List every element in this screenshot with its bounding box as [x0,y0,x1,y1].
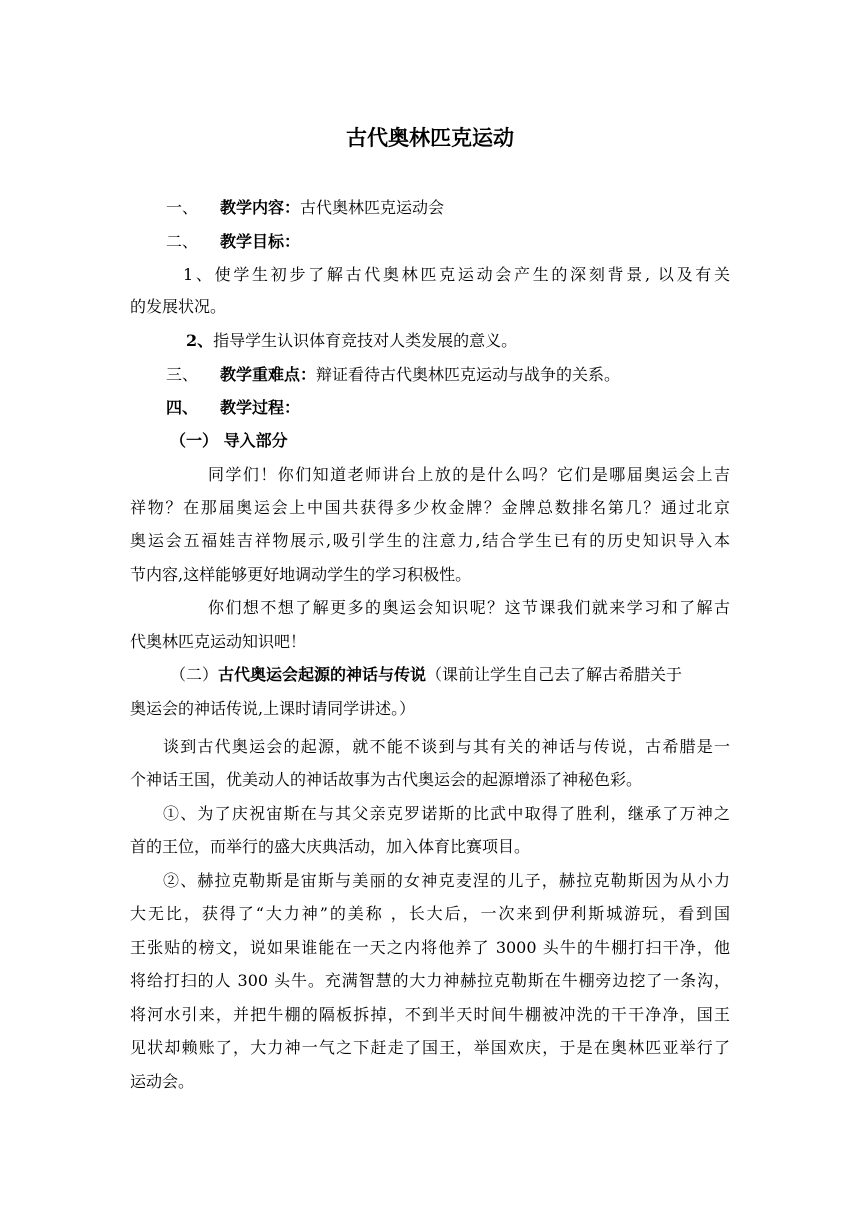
section-label: 教学重难点： [220,365,317,384]
section-number: 一、 [166,198,199,217]
subsection-label: 导入部分 [223,431,288,450]
myth-2-line: 将河水引来，并把牛棚的隔板拆掉，不到半天时间牛棚被冲洗的干干净净，国王 [130,1005,730,1024]
subsection-number: （一） [170,431,219,450]
myth-2-line: 王张贴的榜文，说如果谁能在一天之内将他养了 3000 头牛的牛棚打扫干净，他 [130,938,730,957]
subsection-heading [170,431,288,451]
goal-text: 指导学生认识体育竞技对人类发展的意义。 [213,331,518,350]
myth-intro-line: 个神话王国，优美动人的神话故事为古代奥运会的起源增添了神秘色彩。 [130,770,643,789]
section-text: 古代奥林匹克运动会 [300,198,445,217]
intro-line: 节内容,这样能够更好地调动学生的学习积极性。 [130,565,472,584]
intro-line: 奥运会五福娃吉祥物展示,吸引学生的注意力,结合学生已有的历史知识导入本 [130,531,730,550]
section-text: 辩证看待古代奥林匹克运动与战争的关系。 [316,365,621,384]
subsection-heading [170,665,682,685]
page-title: 古代奥林匹克运动 [346,125,514,150]
section-label: 教学内容： [220,198,301,217]
myth-2-line: 见状却赖账了，大力神一气之下赶走了国王，举国欢庆，于是在奥林匹亚举行了 [130,1038,730,1057]
section-number: 三、 [166,365,199,384]
myth-2-line: 大无比，获得了“大力神”的美称 ，长大后，一次来到伊利斯城游玩，看到国 [130,904,730,923]
section-key-points [220,365,620,385]
subsection-note: （课前让学生自己去了解古希腊关于 [426,665,683,684]
intro-line: 祥物？在那届奥运会上中国共获得多少枚金牌？金牌总数排名第几？通过北京 [130,498,730,517]
myth-2-line: ②、赫拉克勒斯是宙斯与美丽的女神克麦涅的儿子，赫拉克勒斯因为从小力 [163,871,730,890]
myth-1-line: ①、为了庆祝宙斯在与其父亲克罗诺斯的比武中取得了胜利，继承了万神之 [163,804,730,823]
subsection-number: （二） [170,665,219,684]
myth-2-line: 将给打扫的人 300 头牛。充满智慧的大力神赫拉克勒斯在牛棚旁边挖了一条沟， [130,971,730,990]
myth-1-line: 首的王位，而举行的盛大庆典活动，加入体育比赛项目。 [130,837,531,856]
intro2-line: 代奥林匹克运动知识吧！ [130,632,307,651]
section-label: 教学过程： [220,398,301,417]
goal-2 [186,331,517,351]
section-number: 四、 [166,398,199,417]
section-teaching-content [220,198,444,218]
section-label: 教学目标： [220,232,301,251]
myth-intro-line: 谈到古代奥运会的起源，就不能不谈到与其有关的神话与传说，古希腊是一 [163,737,730,756]
goal-1-line: 1、使学生初步了解古代奥林匹克运动会产生的深刻背景, 以及有关 [183,265,730,284]
subsection-label: 古代奥运会起源的神话与传说 [218,665,427,684]
goal-1-line: 的发展状况。 [130,297,227,316]
goal-number: 2、 [186,331,214,350]
myth-2-line: 运动会。 [130,1072,195,1091]
section-number: 二、 [166,232,199,251]
subsection-note: 奥运会的神话传说,上课时请同学讲述。） [130,699,416,718]
intro-line: 同学们！你们知道老师讲台上放的是什么吗？它们是哪届奥运会上吉 [208,465,730,484]
intro2-line: 你们想不想了解更多的奥运会知识呢？这节课我们就来学习和了解古 [208,598,730,617]
